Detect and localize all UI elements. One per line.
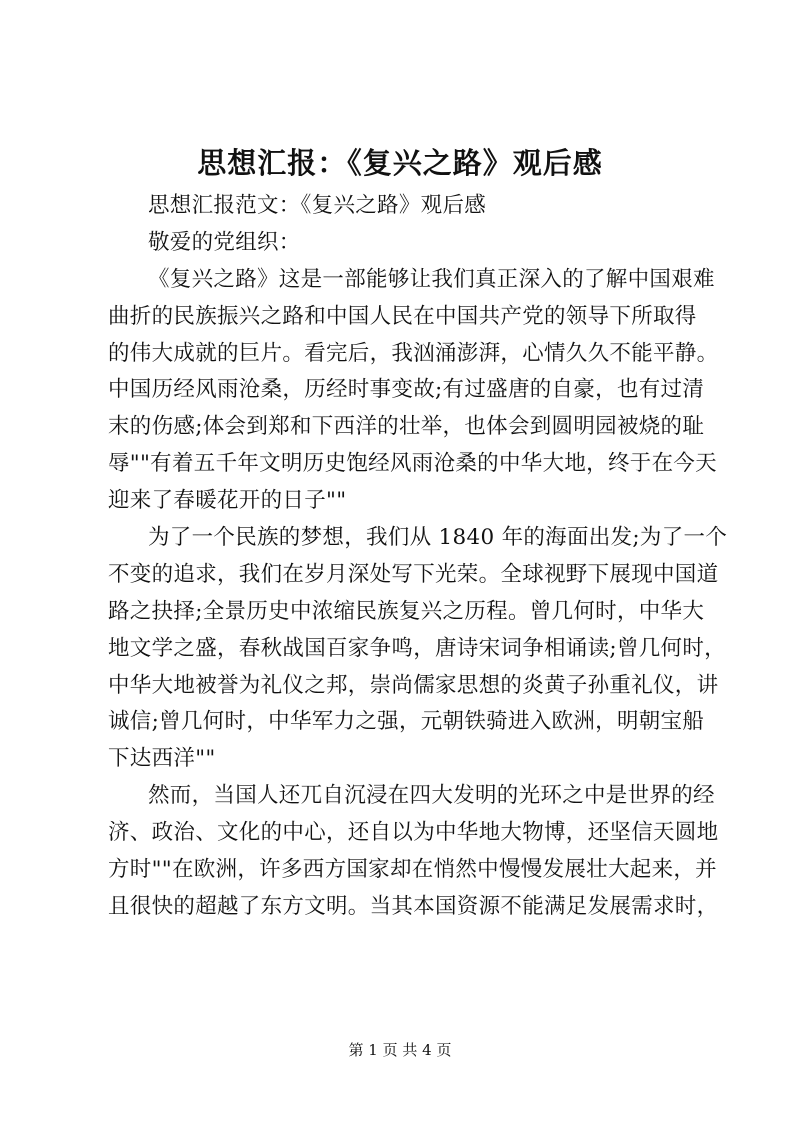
- body-line: 下达西洋"": [108, 746, 216, 772]
- body-line: 诚信;曾几何时，中华军力之强，元朝铁骑进入欧洲，明朝宝船: [108, 709, 705, 735]
- body-line: 中国历经风雨沧桑，历经时事变故;有过盛唐的自豪，也有过清: [108, 377, 705, 403]
- body-line: 地文学之盛，春秋战国百家争鸣，唐诗宋词争相诵读;曾几何时，: [108, 635, 726, 661]
- body-line: 路之抉择;全景历史中浓缩民族复兴之历程。曾几何时，中华大: [108, 598, 705, 624]
- body-line: 末的伤感;体会到郑和下西洋的壮举，也体会到圆明园被烧的耻: [108, 414, 705, 440]
- body-line: 辱""有着五千年文明历史饱经风雨沧桑的中华大地，终于在今天: [108, 451, 717, 477]
- body-line: 思想汇报范文：《复兴之路》观后感: [148, 193, 487, 218]
- body-line: 济、政治、文化的中心，还自以为中华地大物博，还坚信天圆地: [108, 820, 719, 846]
- body-line: 且很快的超越了东方文明。当其本国资源不能满足发展需求时，: [108, 893, 719, 919]
- body-line: 曲折的民族振兴之路和中国人民在中国共产党的领导下所取得: [108, 303, 697, 329]
- body-line: 然而，当国人还兀自沉浸在四大发明的光环之中是世界的经: [148, 783, 715, 809]
- body-line: 中华大地被誉为礼仪之邦，崇尚儒家思想的炎黄子孙重礼仪，讲: [108, 672, 719, 698]
- body-line: 方时""在欧洲，许多西方国家却在悄然中慢慢发展壮大起来，并: [108, 857, 717, 883]
- document-body: [108, 188, 728, 926]
- document-title: 思想汇报：《复兴之路》观后感: [197, 146, 603, 180]
- body-line: 的伟大成就的巨片。看完后，我汹涌澎湃，心情久久不能平静。: [108, 340, 719, 366]
- body-line: 《复兴之路》这是一部能够让我们真正深入的了解中国艰难: [148, 266, 715, 292]
- body-line: 迎来了春暖花开的日子"": [108, 488, 347, 514]
- page-footer: 第 1 页 共 4 页: [348, 1041, 452, 1059]
- body-line: 敬爱的党组织：: [148, 229, 301, 255]
- body-line: 不变的追求，我们在岁月深处写下光荣。全球视野下展现中国道: [108, 561, 719, 587]
- body-line: 为了一个民族的梦想，我们从 1840 年的海面出发;为了一个: [148, 525, 728, 551]
